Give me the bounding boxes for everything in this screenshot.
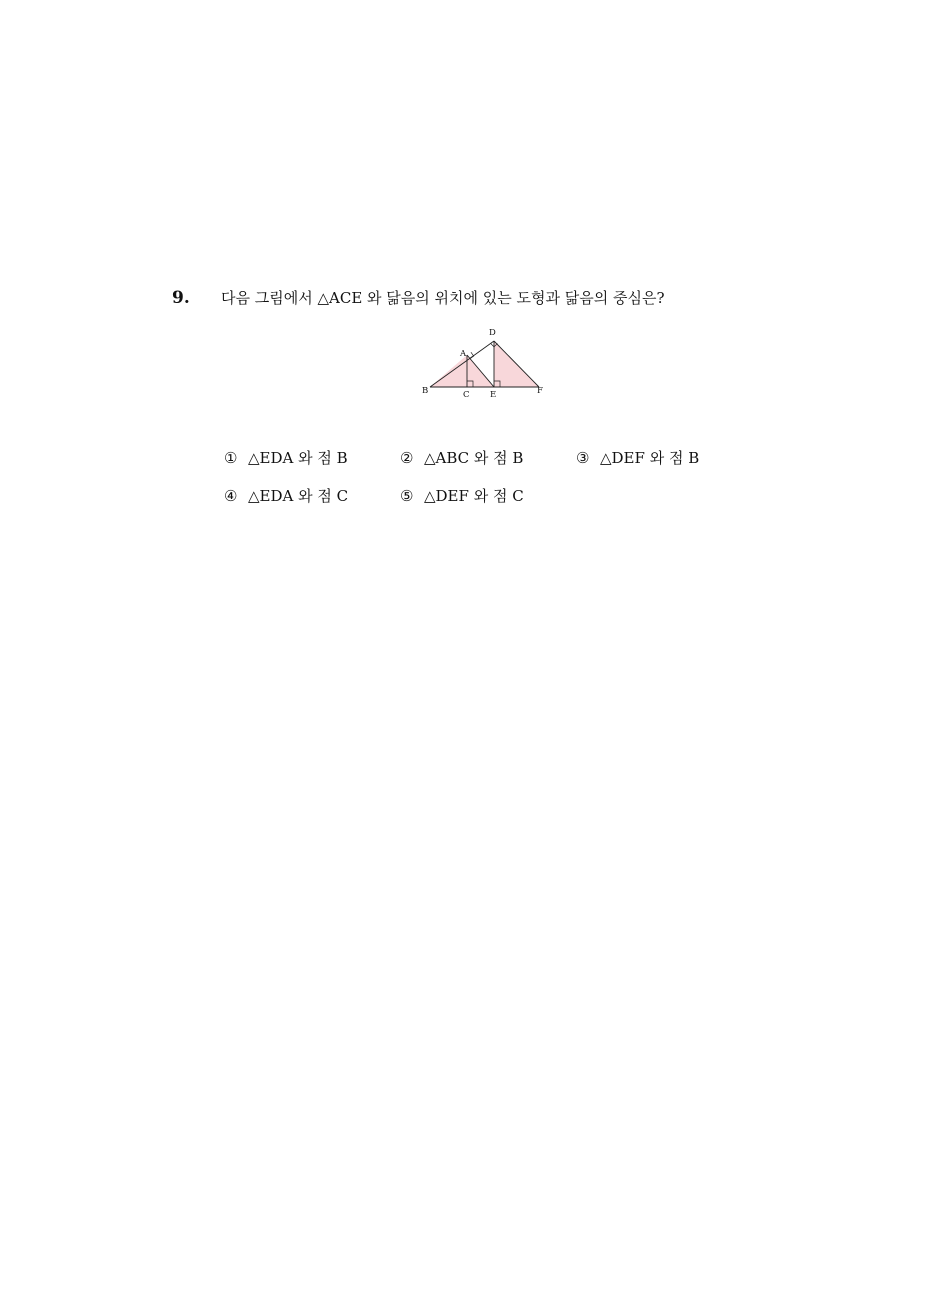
label-f: F [537,386,543,396]
choice-text: △EDA 와 점 C [248,487,349,505]
choice-text: △ABC 와 점 B [424,449,524,467]
label-c: C [463,390,470,400]
choice-5[interactable] [400,485,524,507]
choice-text: △DEF 와 점 B [600,449,700,467]
choice-1[interactable] [224,447,348,469]
choice-4[interactable] [224,485,348,507]
question-text: 다음 그림에서 △ACE 와 닮음의 위치에 있는 도형과 닮음의 중심은? [221,289,665,307]
label-d: D [489,328,496,338]
choice-text: △EDA 와 점 B [248,449,348,467]
geometry-figure [418,322,548,402]
choice-number: ① [224,449,238,467]
choice-3[interactable] [576,447,699,469]
choice-number: ③ [576,449,590,467]
label-a: A [460,349,467,359]
question-number: 9. [172,288,190,308]
choice-number: ② [400,449,414,467]
choice-number: ④ [224,487,238,505]
label-b: B [422,386,429,396]
choice-number: ⑤ [400,487,414,505]
shaded-triangle-left [430,355,494,387]
triangle-diagram [418,322,548,402]
label-e: E [490,390,497,400]
choice-text: △DEF 와 점 C [424,487,524,505]
choice-2[interactable] [400,447,523,469]
